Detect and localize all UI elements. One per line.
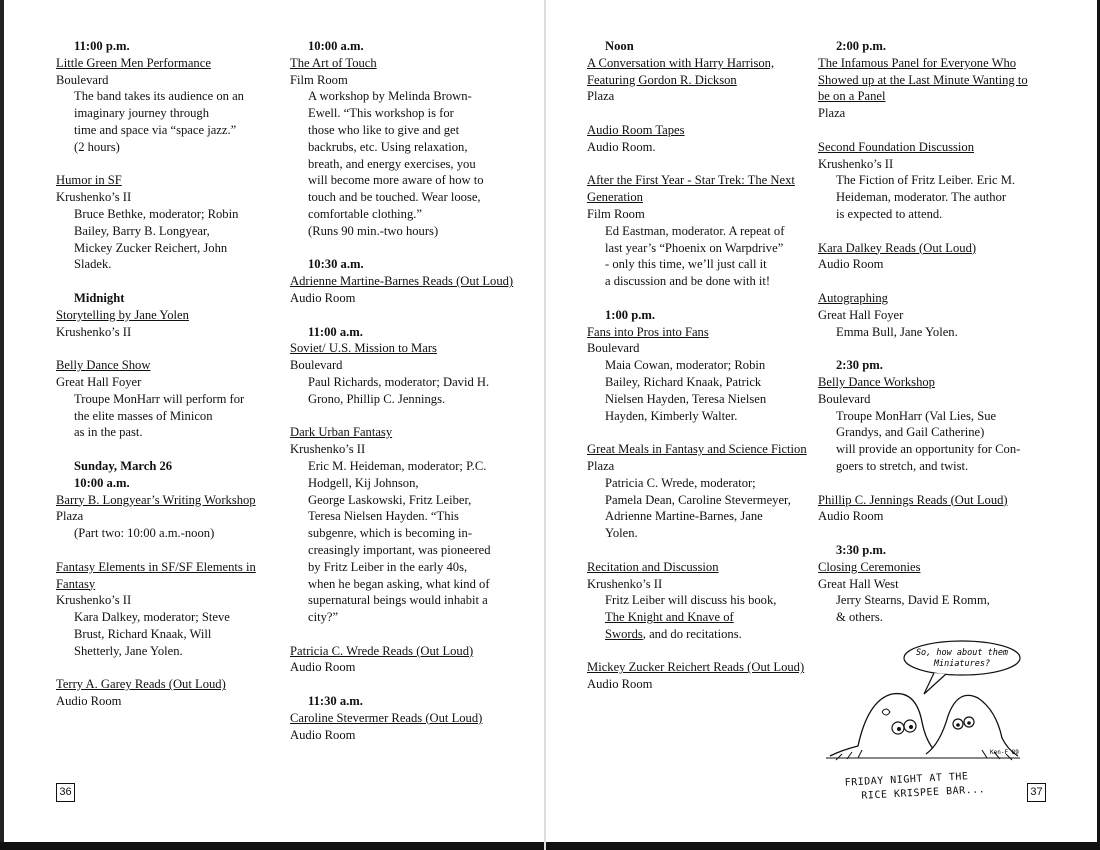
pupil-right-2	[967, 721, 971, 725]
event-description-line: George Laskowski, Fritz Leiber,	[308, 492, 472, 507]
event-description-line: Fritz Leiber will discuss his book,	[605, 593, 777, 608]
event-description-line: those who like to give and get	[308, 122, 460, 137]
event-description-line: Grandys, and Gail Catherine)	[836, 425, 985, 440]
schedule-event	[56, 492, 276, 542]
speech-text-line-2: Miniatures?	[933, 659, 991, 669]
event-description-line: Nielsen Hayden, Teresa Nielsen	[605, 391, 767, 406]
event-title: Humor in SF	[56, 173, 122, 188]
event-description-line: creasingly important, was pioneered	[308, 542, 491, 557]
event-description-line: Bailey, Barry B. Longyear,	[74, 223, 210, 238]
event-title: Kara Dalkey Reads (Out Loud)	[818, 240, 977, 255]
event-title: Caroline Stevermer Reads (Out Loud)	[290, 710, 483, 725]
event-description-line: breath, and energy exercises, you	[308, 156, 476, 171]
schedule-event	[587, 172, 809, 290]
event-description-line: Teresa Nielsen Hayden. “This	[308, 509, 459, 524]
schedule-event	[818, 559, 1040, 626]
speech-text-line-1: So, how about them	[915, 648, 1009, 658]
event-title: Dark Urban Fantasy	[290, 425, 393, 440]
event-description-line: A workshop by Melinda Brown-	[308, 89, 472, 104]
event-description-line: & others.	[836, 610, 883, 625]
event-location: Krushenko’s II	[818, 156, 894, 171]
event-location: Krushenko’s II	[56, 593, 132, 608]
event-description-line: goers to stretch, and twist.	[836, 458, 969, 473]
scan-edge-left	[0, 0, 4, 850]
event-location: Audio Room	[56, 694, 122, 709]
schedule-column-4	[818, 38, 1040, 643]
event-location: Audio Room	[818, 257, 884, 272]
event-title: Storytelling by Jane Yolen	[56, 307, 189, 322]
page-number-left: 36	[56, 783, 75, 802]
speech-bubble-tail	[924, 673, 946, 694]
event-title: Patricia C. Wrede Reads (Out Loud)	[290, 643, 474, 658]
event-title: Soviet/ U.S. Mission to Mars	[290, 341, 437, 356]
event-location: Audio Room	[587, 677, 653, 692]
event-location: Krushenko’s II	[56, 190, 132, 205]
event-description-line: Troupe MonHarr (Val Lies, Sue	[836, 408, 997, 423]
event-title: Belly Dance Show	[56, 358, 151, 373]
schedule-column-1	[56, 38, 276, 727]
event-description-line: imaginary journey through	[74, 106, 210, 121]
event-description-line: will provide an opportunity for Con-	[836, 442, 1021, 457]
event-description-line: Grono, Phillip C. Jennings.	[308, 391, 446, 406]
event-description-line: Troupe MonHarr will perform for	[74, 391, 245, 406]
event-description-line: Mickey Zucker Reichert, John	[74, 240, 228, 255]
cartoon-illustration	[822, 638, 1022, 766]
event-location: Boulevard	[290, 358, 343, 373]
schedule-column-3	[587, 38, 809, 710]
event-time: 11:00 p.m.	[74, 39, 130, 53]
schedule-event	[818, 55, 1040, 122]
event-title: The Art of Touch	[290, 55, 377, 70]
schedule-event	[587, 122, 809, 156]
event-time: 11:30 a.m.	[308, 694, 363, 709]
artist-signature: Ken-F 89	[990, 749, 1019, 756]
event-title: The Infamous Panel for Everyone Who Showed up at the Last Minute Wanting to be on a Panel	[818, 55, 1028, 104]
speech-bubble	[904, 641, 1020, 675]
event-description-line: Hayden, Kimberly Walter.	[605, 408, 738, 423]
event-time: Noon	[605, 39, 634, 53]
event-description-line: - only this time, we’ll just call it	[605, 257, 767, 272]
schedule-event	[818, 240, 1040, 274]
event-description-line: (2 hours)	[74, 139, 120, 154]
event-title: Second Foundation Discussion	[818, 139, 975, 154]
event-title: After the First Year - Star Trek: The Next Generation	[587, 173, 795, 205]
event-location: Krushenko’s II	[56, 324, 132, 339]
event-description-line: is expected to attend.	[836, 206, 943, 221]
schedule-event	[56, 55, 276, 156]
event-location: Audio Room	[290, 727, 356, 742]
cartoon-caption	[844, 769, 985, 804]
schedule-column-2	[290, 38, 515, 760]
schedule-event	[818, 290, 1040, 340]
event-description-line: Ed Eastman, moderator. A repeat of	[605, 223, 785, 238]
schedule-event	[818, 374, 1040, 475]
event-location: Audio Room	[290, 290, 356, 305]
event-time: 2:30 pm.	[836, 358, 883, 373]
schedule-event	[56, 559, 276, 660]
event-description-line: subgenre, which is becoming in-	[308, 526, 473, 541]
book-title: Swords	[605, 626, 643, 641]
event-title: Great Meals in Fantasy and Science Fiction	[587, 442, 807, 457]
schedule-event	[290, 643, 515, 677]
event-description-line: by Fritz Leiber in the early 40s,	[308, 559, 468, 574]
event-description-line: touch and be touched. Wear loose,	[308, 190, 481, 205]
event-title: Autographing	[818, 290, 888, 305]
page-gutter	[544, 0, 546, 850]
event-title: Belly Dance Workshop	[818, 374, 935, 389]
event-title: Little Green Men Performance	[56, 55, 211, 70]
description-tail: , and do recitations.	[642, 626, 742, 641]
event-time: 10:00 a.m.	[74, 475, 130, 490]
event-time: 2:00 p.m.	[836, 39, 887, 53]
left-creature	[830, 694, 936, 756]
pupil-left-2	[909, 725, 913, 729]
schedule-event	[587, 659, 809, 693]
event-time: 1:00 p.m.	[605, 307, 656, 322]
schedule-event	[587, 441, 809, 542]
event-title: Adrienne Martine-Barnes Reads (Out Loud)	[290, 274, 514, 289]
event-description-line: Eric M. Heideman, moderator; P.C.	[308, 458, 487, 473]
schedule-event	[56, 307, 276, 341]
schedule-event	[290, 340, 515, 407]
event-description-line: when he began asking, what kind of	[308, 576, 490, 591]
book-title-line: The Knight and Knave of	[605, 610, 734, 625]
event-location: Great Hall Foyer	[818, 307, 904, 322]
event-location: Film Room	[290, 72, 348, 87]
event-description-line: Bruce Bethke, moderator; Robin	[74, 206, 239, 221]
event-description-line: city?”	[308, 610, 339, 625]
event-description-line: The band takes its audience on an	[74, 89, 244, 104]
event-time: Sunday, March 26	[74, 458, 173, 473]
event-description-line: Maia Cowan, moderator; Robin	[605, 358, 766, 373]
schedule-event	[290, 273, 515, 307]
event-location: Audio Room.	[587, 139, 656, 154]
event-description-line: will become more aware of how to	[308, 173, 484, 188]
schedule-event	[290, 55, 515, 240]
event-title: Closing Ceremonies	[818, 559, 921, 574]
event-title: Terry A. Garey Reads (Out Loud)	[56, 677, 226, 692]
event-description-line: Hodgell, Kij Johnson,	[308, 475, 419, 490]
event-description-line: Kara Dalkey, moderator; Steve	[74, 610, 230, 625]
event-time: 10:30 a.m.	[308, 257, 364, 272]
event-description-line: comfortable clothing.”	[308, 206, 423, 221]
event-description-line: as in the past.	[74, 425, 143, 440]
event-location: Great Hall Foyer	[56, 374, 142, 389]
event-location: Boulevard	[587, 341, 640, 356]
schedule-event	[587, 55, 809, 105]
event-location: Great Hall West	[818, 576, 899, 591]
event-title: Phillip C. Jennings Reads (Out Loud)	[818, 492, 1008, 507]
schedule-event	[587, 324, 809, 425]
event-description-line: supernatural beings would inhabit a	[308, 593, 488, 608]
page-number-right: 37	[1027, 783, 1046, 802]
schedule-event	[56, 357, 276, 441]
event-description-line: Paul Richards, moderator; David H.	[308, 374, 490, 389]
schedule-event	[290, 424, 515, 626]
caption-line-1: FRIDAY NIGHT AT THE	[844, 771, 969, 789]
schedule-event	[56, 172, 276, 273]
pupil-right-1	[956, 723, 960, 727]
event-description-line: Pamela Dean, Caroline Stevermeyer,	[605, 492, 791, 507]
event-description-line: backrubs, etc. Using relaxation,	[308, 139, 468, 154]
event-description-line: Heideman, moderator. The author	[836, 190, 1007, 205]
event-description-line: Yolen.	[605, 526, 638, 541]
schedule-event	[818, 139, 1040, 223]
event-description-line: The Fiction of Fritz Leiber. Eric M.	[836, 173, 1016, 188]
caption-line-2: RICE KRISPEE BAR...	[861, 784, 986, 802]
event-description-line: Brust, Richard Knaak, Will	[74, 626, 212, 641]
event-location: Audio Room	[290, 660, 356, 675]
event-title: Fans into Pros into Fans	[587, 324, 709, 339]
schedule-event	[56, 676, 276, 710]
event-location: Plaza	[818, 106, 846, 121]
event-location: Plaza	[587, 458, 615, 473]
event-description-line: the elite masses of Minicon	[74, 408, 213, 423]
event-location: Boulevard	[818, 391, 871, 406]
event-description-line: (Part two: 10:00 a.m.-noon)	[74, 526, 215, 541]
schedule-event	[587, 559, 809, 643]
schedule-event	[290, 710, 515, 744]
event-location: Plaza	[587, 89, 615, 104]
event-description-line: Jerry Stearns, David E Romm,	[836, 593, 990, 608]
event-location: Krushenko’s II	[290, 442, 366, 457]
event-title: Audio Room Tapes	[587, 122, 685, 137]
event-description-line: a discussion and be done with it!	[605, 274, 771, 289]
event-title: Mickey Zucker Reichert Reads (Out Loud)	[587, 660, 805, 675]
event-time: 10:00 a.m.	[308, 39, 364, 53]
event-description-line: Patricia C. Wrede, moderator;	[605, 475, 756, 490]
book-title-line	[587, 626, 809, 643]
event-title: Fantasy Elements in SF/SF Elements in Fantasy	[56, 559, 256, 591]
event-location: Krushenko’s II	[587, 576, 663, 591]
event-description-line: Bailey, Richard Knaak, Patrick	[605, 374, 762, 389]
event-description-line: Emma Bull, Jane Yolen.	[836, 324, 958, 339]
event-description-line: Sladek.	[74, 257, 112, 272]
event-description-line: Ewell. “This workshop is for	[308, 106, 454, 121]
event-description-line: Adrienne Martine-Barnes, Jane	[605, 509, 763, 524]
event-title: A Conversation with Harry Harrison, Featuring Gordon R. Dickson	[587, 55, 775, 87]
event-location: Plaza	[56, 509, 84, 524]
pupil-left-1	[897, 727, 901, 731]
event-location: Boulevard	[56, 72, 109, 87]
event-location: Film Room	[587, 206, 645, 221]
event-location: Audio Room	[818, 509, 884, 524]
event-time: 3:30 p.m.	[836, 542, 887, 557]
scan-edge-bottom	[0, 842, 1100, 850]
event-description-line: time and space via “space jazz.”	[74, 122, 237, 137]
event-description-line: (Runs 90 min.-two hours)	[308, 223, 439, 238]
event-description-line: Shetterly, Jane Yolen.	[74, 643, 183, 658]
event-time: Midnight	[74, 290, 125, 305]
event-description-line: last year’s “Phoenix on Warpdrive”	[605, 240, 784, 255]
event-title: Barry B. Longyear’s Writing Workshop	[56, 492, 256, 507]
event-time: 11:00 a.m.	[308, 324, 363, 339]
schedule-event	[818, 492, 1040, 526]
event-title: Recitation and Discussion	[587, 559, 719, 574]
